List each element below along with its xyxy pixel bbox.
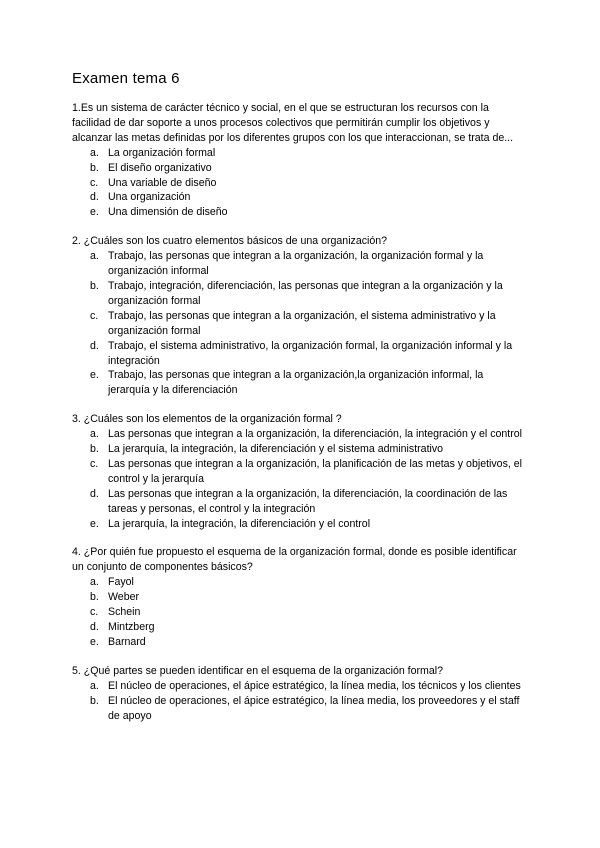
question-text: 3. ¿Cuáles son los elementos de la organización formal ? xyxy=(72,413,342,426)
option-text: La jerarquía, la integración, la diferenciación y el control xyxy=(108,517,371,530)
option-item xyxy=(72,427,528,442)
option-text: Mintzberg xyxy=(108,621,155,633)
option-marker: c. xyxy=(90,176,99,189)
document-page xyxy=(72,70,528,737)
option-marker: a. xyxy=(90,428,99,441)
options-list xyxy=(72,249,528,398)
option-marker: e. xyxy=(90,517,99,530)
option-text: El núcleo de operaciones, el ápice estratégico, la línea media, los técnicos y los clientes xyxy=(108,679,521,692)
option-marker: b. xyxy=(90,591,99,604)
option-text: Trabajo, las personas que integran a la organización,la organización informal, la jerarquía y la diferenciación xyxy=(108,369,484,397)
option-item xyxy=(72,309,528,339)
option-item xyxy=(72,146,528,161)
option-item xyxy=(72,190,528,205)
option-marker: d. xyxy=(90,339,99,352)
option-item xyxy=(72,176,528,191)
question-text: 2. ¿Cuáles son los cuatro elementos básicos de una organización? xyxy=(72,235,388,248)
option-marker: b. xyxy=(90,443,99,456)
option-marker: b. xyxy=(90,694,99,707)
option-item xyxy=(72,517,528,532)
option-marker: a. xyxy=(90,576,99,589)
option-text: El diseño organizativo xyxy=(108,161,212,174)
option-marker: b. xyxy=(90,161,99,174)
option-text: Una dimensión de diseño xyxy=(108,206,228,219)
option-item xyxy=(72,249,528,279)
option-item xyxy=(72,161,528,176)
question-text: 5. ¿Qué partes se pueden identificar en el esquema de la organización formal? xyxy=(72,664,444,677)
option-item xyxy=(72,368,528,398)
option-text: Una organización xyxy=(108,191,191,204)
option-marker: a. xyxy=(90,250,99,263)
option-marker: e. xyxy=(90,369,99,382)
option-marker: d. xyxy=(90,191,99,204)
options-list xyxy=(72,575,528,650)
option-marker: c. xyxy=(90,606,99,619)
option-marker: d. xyxy=(90,621,99,633)
question-5 xyxy=(72,664,528,724)
option-text: La organización formal xyxy=(108,146,216,159)
options-list xyxy=(72,146,528,221)
option-item xyxy=(72,487,528,517)
page-title: Examen tema 6 xyxy=(72,70,180,87)
option-item xyxy=(72,605,528,620)
option-marker: a. xyxy=(90,146,99,159)
option-text: La jerarquía, la integración, la diferenciación y el sistema administrativo xyxy=(108,443,444,456)
option-marker: c. xyxy=(90,457,99,470)
option-text: Las personas que integran a la organización, la diferenciación, la coordinación de las tareas y personas, el control y la integración xyxy=(108,487,508,515)
option-text: Trabajo, las personas que integran a la organización, la organización formal y la organización informal xyxy=(108,250,484,278)
question-4 xyxy=(72,545,528,649)
option-marker: c. xyxy=(90,309,99,322)
option-item xyxy=(72,279,528,309)
option-text: Trabajo, el sistema administrativo, la organización formal, la organización informal y la integración xyxy=(108,339,513,367)
option-text: Weber xyxy=(108,591,140,604)
option-text: Barnard xyxy=(108,635,146,648)
option-item xyxy=(72,205,528,220)
option-marker: e. xyxy=(90,635,99,648)
option-text: Trabajo, las personas que integran a la organización, el sistema administrativo y la organización formal xyxy=(108,309,496,337)
option-text: Schein xyxy=(108,606,141,619)
option-text: Las personas que integran a la organización, la planificación de las metas y objetivos, el control y la jerarquía xyxy=(108,457,522,485)
option-marker: b. xyxy=(90,279,99,292)
option-marker: e. xyxy=(90,206,99,219)
option-item xyxy=(72,635,528,650)
question-text: 1.Es un sistema de carácter técnico y social, en el que se estructuran los recursos con la facilidad de dar soporte a unos procesos colectivos que permitirán cumplir los objetivos y alcanzar las metas definidas por los diferentes grupos con los que interaccionan, se trata de... xyxy=(72,102,514,144)
option-item xyxy=(72,620,528,635)
option-text: Fayol xyxy=(108,576,134,589)
option-item xyxy=(72,457,528,487)
option-item xyxy=(72,694,528,724)
option-item xyxy=(72,679,528,694)
option-text: Una variable de diseño xyxy=(108,176,217,189)
question-3 xyxy=(72,412,528,531)
option-text: Trabajo, integración, diferenciación, las personas que integran a la organización y la organización formal xyxy=(108,279,503,307)
question-1 xyxy=(72,101,528,220)
option-text: Las personas que integran a la organización, la diferenciación, la integración y el control xyxy=(108,428,522,441)
option-marker: a. xyxy=(90,679,99,692)
option-item xyxy=(72,339,528,369)
question-2 xyxy=(72,234,528,398)
options-list xyxy=(72,679,528,724)
options-list xyxy=(72,427,528,531)
option-text: El núcleo de operaciones, el ápice estratégico, la línea media, los proveedores y el staff de apoyo xyxy=(108,694,520,722)
option-item xyxy=(72,590,528,605)
option-item xyxy=(72,442,528,457)
question-text: 4. ¿Por quién fue propuesto el esquema de la organización formal, donde es posible identificar un conjunto de componentes básicos? xyxy=(72,546,517,574)
option-marker: d. xyxy=(90,487,99,500)
option-item xyxy=(72,575,528,590)
